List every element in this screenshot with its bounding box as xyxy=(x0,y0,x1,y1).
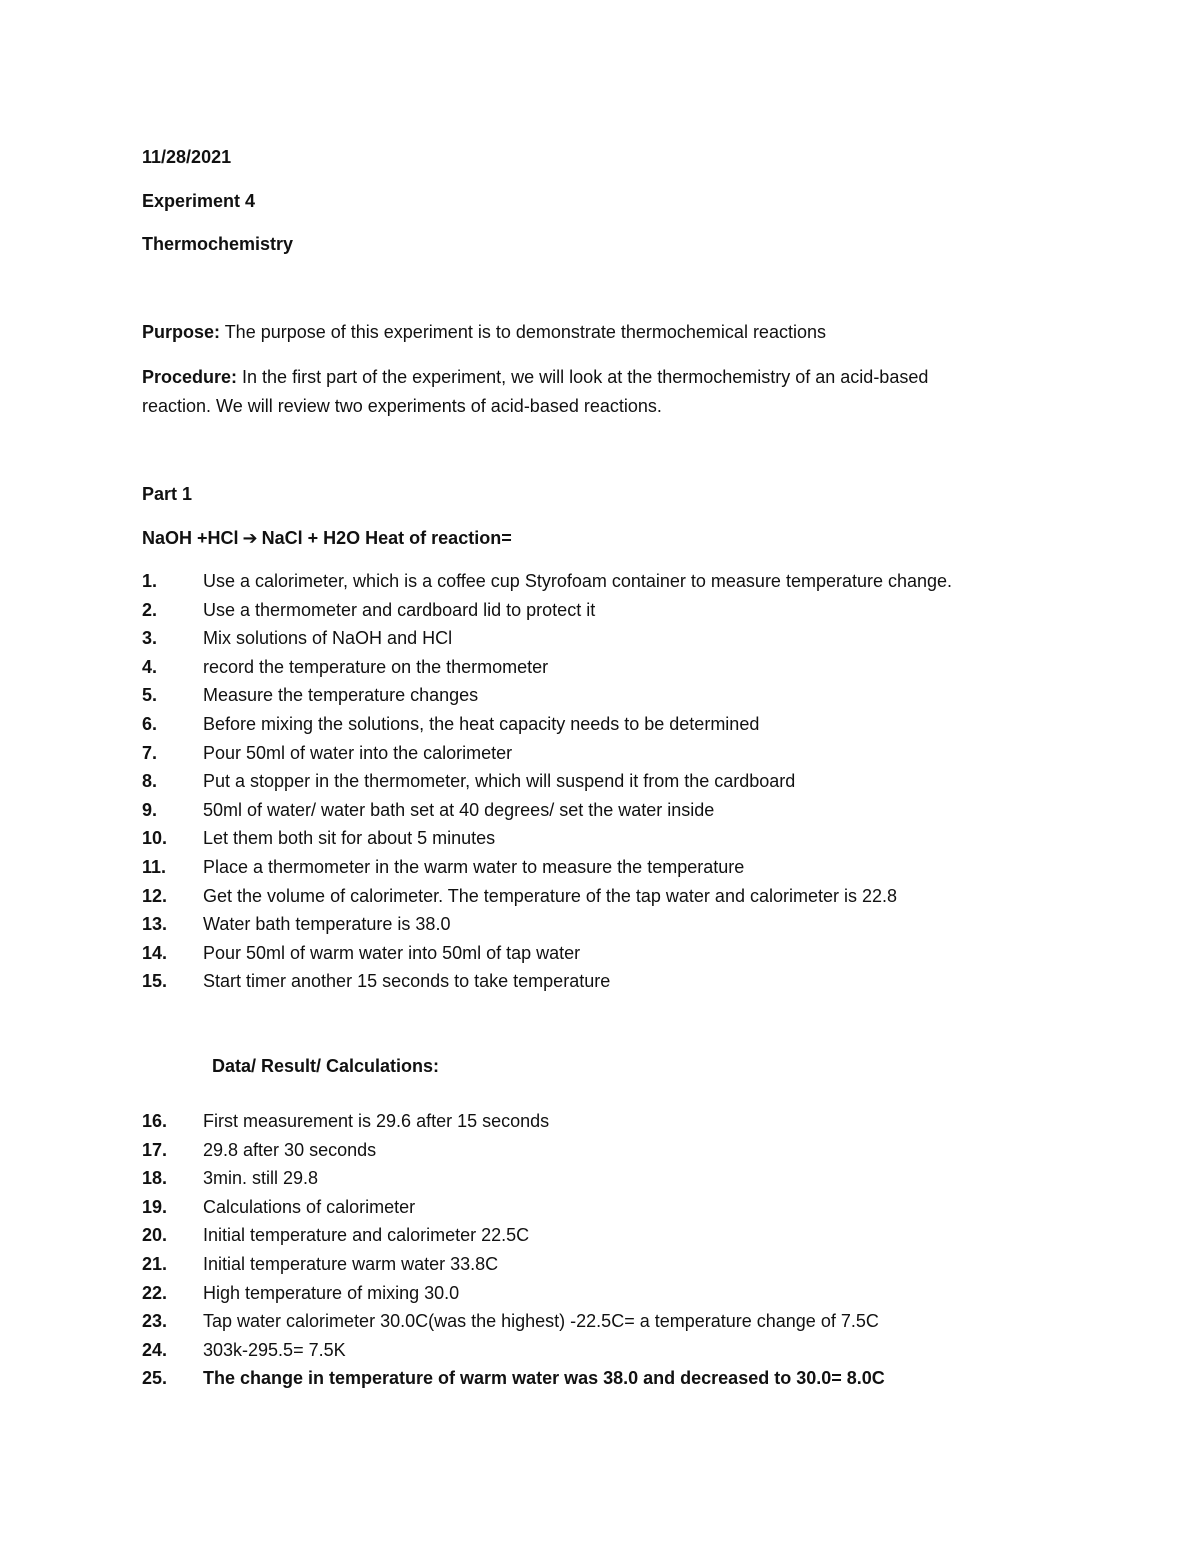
procedure-label: Procedure: xyxy=(142,367,238,387)
results-heading: Data/ Result/ Calculations: xyxy=(212,1056,440,1076)
procedure-paragraph-line1 xyxy=(142,365,928,389)
list-item: 4. record the temperature on the thermometer xyxy=(142,656,549,677)
list-item: 7. Pour 50ml of water into the calorimeter xyxy=(142,742,513,763)
list-item: 21. Initial temperature warm water 33.8C xyxy=(142,1253,499,1274)
list-item: 1. Use a calorimeter, which is a coffee cup Styrofoam container to measure temperature change. xyxy=(142,571,953,591)
list-item: 5. Measure the temperature changes xyxy=(142,685,479,706)
list-item: 16. First measurement is 29.6 after 15 seconds xyxy=(142,1111,550,1131)
purpose-paragraph xyxy=(142,320,826,344)
list-item: 18. 3min. still 29.8 xyxy=(142,1168,319,1189)
purpose-text: The purpose of this experiment is to demonstrate thermochemical reactions xyxy=(220,322,826,342)
list-item: 19. Calculations of calorimeter xyxy=(142,1196,416,1217)
list-item: 23. Tap water calorimeter 30.0C(was the highest) -22.5C= a temperature change of 7.5C xyxy=(142,1311,879,1332)
list-item: 17. 29.8 after 30 seconds xyxy=(142,1139,377,1160)
list-item: 9. 50ml of water/ water bath set at 40 degrees/ set the water inside xyxy=(142,799,715,820)
list-item: 2. Use a thermometer and cardboard lid to protect it xyxy=(142,599,596,620)
list-item: 11. Place a thermometer in the warm water to measure the temperature xyxy=(142,856,745,877)
list-item: 13. Water bath temperature is 38.0 xyxy=(142,914,451,935)
list-item: 14. Pour 50ml of warm water into 50ml of tap water xyxy=(142,942,581,963)
part1-title: Part 1 xyxy=(142,484,193,504)
list-item: 20. Initial temperature and calorimeter 22.5C xyxy=(142,1225,530,1246)
list-item: 24. 303k-295.5= 7.5K xyxy=(142,1339,346,1360)
list-item: 10. Let them both sit for about 5 minutes xyxy=(142,828,496,849)
equation-products: NaCl + H2O Heat of reaction= xyxy=(261,528,512,548)
experiment-number: Experiment 4 xyxy=(142,191,256,211)
experiment-subject: Thermochemistry xyxy=(142,234,294,254)
equation-reactants: NaOH +HCl xyxy=(142,528,239,548)
procedure-steps-list xyxy=(142,569,952,998)
list-item: 3. Mix solutions of NaOH and HCl xyxy=(142,628,453,649)
date: 11/28/2021 xyxy=(142,147,232,167)
list-item: 12. Get the volume of calorimeter. The temperature of the tap water and calorimeter is 22.8 xyxy=(142,885,898,906)
procedure-text-line1: In the first part of the experiment, we will look at the thermochemistry of an acid-based xyxy=(237,367,929,387)
list-item: 15. Start timer another 15 seconds to take temperature xyxy=(142,971,611,992)
list-item: 6. Before mixing the solutions, the heat capacity needs to be determined xyxy=(142,713,760,734)
list-item: 8. Put a stopper in the thermometer, which will suspend it from the cardboard xyxy=(142,771,796,792)
arrow-icon: ➔ xyxy=(242,528,258,548)
part1-equation xyxy=(142,526,512,550)
results-list xyxy=(142,1109,885,1395)
list-item: 22. High temperature of mixing 30.0 xyxy=(142,1282,460,1303)
list-item: 25. The change in temperature of warm water was 38.0 and decreased to 30.0= 8.0C xyxy=(142,1368,885,1389)
purpose-label: Purpose: xyxy=(142,322,221,342)
procedure-text-line2: reaction. We will review two experiments of acid-based reactions. xyxy=(142,396,662,416)
